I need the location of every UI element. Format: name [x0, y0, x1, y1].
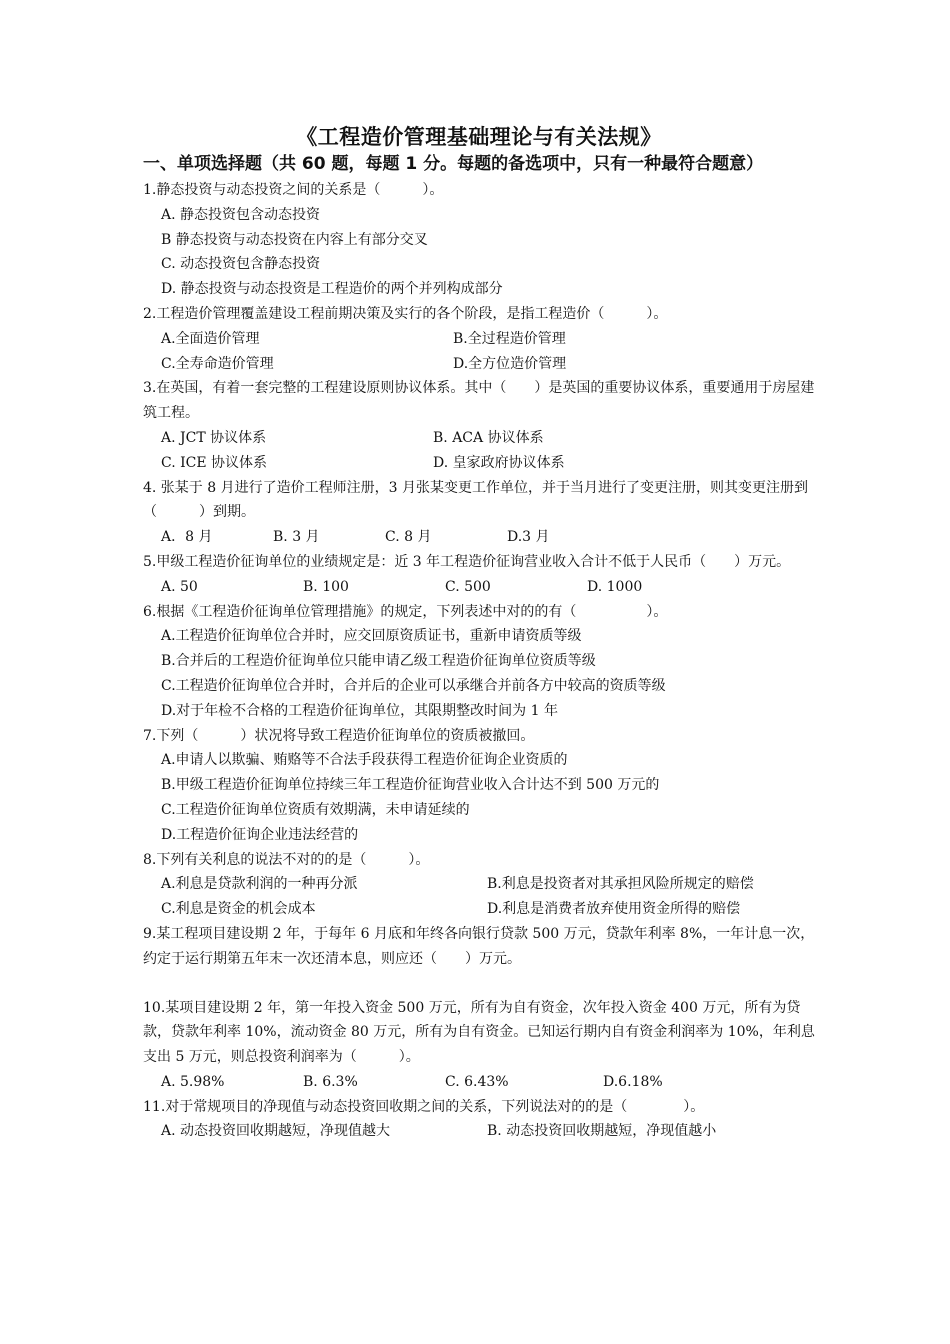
question-6-stem: 6.根据《工程造价征询单位管理措施》的规定，下列表述中对的的有（ ）。 — [143, 603, 668, 620]
question-1-option-b: B 静态投资与动态投资在内容上有部分交叉 — [161, 231, 428, 248]
question-1-option-d: D. 静态投资与动态投资是工程造价的两个并列构成部分 — [161, 281, 503, 298]
question-2-options-row-1 — [143, 327, 815, 352]
question-11-option-b: B. 动态投资回收期越短，净现值越小 — [487, 1123, 717, 1140]
question-9-stem: 9.某工程项目建设期 2 年，于每年 6 月底和年终各向银行贷款 500 万元，贷款年利率 8%，一年计息一次，约定于运行期第五年末一次还清本息，则应还（ ）万元。 — [143, 925, 815, 967]
question-4-option-b: B. 3 月 — [273, 529, 320, 546]
question-7-option-a: A.申请人以欺骗、贿赂等不合法手段获得工程造价征询企业资质的 — [161, 752, 568, 769]
question-10-option-c: C. 6.43% — [445, 1073, 509, 1090]
question-6-option-b: B.合并后的工程造价征询单位只能申请乙级工程造价征询单位资质等级 — [161, 653, 596, 670]
question-4-option-d: D.3 月 — [507, 529, 550, 546]
question-4-options — [143, 525, 815, 550]
question-10-options — [143, 1070, 815, 1095]
question-5-options — [143, 575, 815, 600]
question-3-options-row-2 — [143, 451, 815, 476]
question-5-option-a: A. 50 — [161, 578, 198, 595]
question-5-option-b: B. 100 — [303, 578, 349, 595]
question-5-stem: 5.甲级工程造价征询单位的业绩规定是：近 3 年工程造价征询营业收入合计不低于人民币（ ）万元。 — [143, 553, 791, 570]
question-8-stem: 8.下列有关利息的说法不对的的是（ ）。 — [143, 851, 430, 868]
question-3-option-c: C. ICE 协议体系 — [161, 454, 268, 471]
document-title: 《工程造价管理基础理论与有关法规》 — [296, 125, 662, 149]
question-11-stem: 11.对于常规项目的净现值与动态投资回收期之间的关系，下列说法对的的是（ ）。 — [143, 1098, 705, 1115]
question-5-option-c: C. 500 — [445, 578, 491, 595]
question-2-option-d: D.全方位造价管理 — [453, 355, 567, 372]
question-10-option-b: B. 6.3% — [303, 1073, 358, 1090]
question-7-stem: 7.下列（ ）状况将导致工程造价征询单位的资质被撤回。 — [143, 727, 535, 744]
question-8-option-c: C.利息是资金的机会成本 — [161, 901, 316, 918]
question-7-option-b: B.甲级工程造价征询单位持续三年工程造价征询营业收入合计达不到 500 万元的 — [161, 777, 660, 794]
question-8-options-row-1 — [143, 872, 815, 897]
question-4-stem: 4. 张某于 8 月进行了造价工程师注册，3 月张某变更工作单位，并于当月进行了变更注册，则其变更注册到（ ）到期。 — [143, 479, 808, 521]
question-2-stem: 2.工程造价管理覆盖建设工程前期决策及实行的各个阶段，是指工程造价（ ）。 — [143, 305, 668, 322]
question-8-option-b: B.利息是投资者对其承担风险所规定的赔偿 — [487, 876, 754, 893]
question-3-option-b: B. ACA 协议体系 — [433, 429, 544, 446]
question-6-option-c: C.工程造价征询单位合并时，合并后的企业可以承继合并前各方中较高的资质等级 — [161, 677, 666, 694]
question-2-option-a: A.全面造价管理 — [161, 330, 260, 347]
section-heading: 一、单项选择题（共 60 题，每题 1 分。每题的备选项中，只有一种最符合题意） — [143, 154, 764, 174]
question-3-option-d: D. 皇家政府协议体系 — [433, 454, 565, 471]
question-4-option-c: C. 8 月 — [385, 529, 432, 546]
question-6-option-a: A.工程造价征询单位合并时，应交回原资质证书，重新申请资质等级 — [161, 628, 582, 645]
question-11-options-row-1 — [143, 1119, 815, 1144]
question-8-option-a: A.利息是贷款利润的一种再分派 — [161, 876, 358, 893]
question-5-option-d: D. 1000 — [587, 578, 643, 595]
question-4-option-a: A．8 月 — [161, 529, 213, 546]
question-2-option-c: C.全寿命造价管理 — [161, 355, 274, 372]
question-10-option-a: A. 5.98% — [161, 1073, 225, 1090]
question-3-options-row-1 — [143, 426, 815, 451]
question-8-option-d: D.利息是消费者放弃使用资金所得的赔偿 — [487, 901, 741, 918]
question-10-option-d: D.6.18% — [603, 1073, 663, 1090]
question-7-option-d: D.工程造价征询企业违法经营的 — [161, 826, 359, 843]
question-7-option-c: C.工程造价征询单位资质有效期满，未申请延续的 — [161, 801, 470, 818]
question-1-stem: 1.静态投资与动态投资之间的关系是（ ）。 — [143, 182, 444, 198]
document-page — [143, 124, 815, 1144]
question-3-stem: 3.在英国，有着一套完整的工程建设原则协议体系。其中（ ）是英国的重要协议体系，重要通用于房屋建筑工程。 — [143, 380, 815, 422]
question-1-option-a: A. 静态投资包含动态投资 — [161, 206, 321, 223]
question-2-option-b: B.全过程造价管理 — [453, 330, 566, 347]
blank-line — [143, 972, 815, 996]
question-11-option-a: A. 动态投资回收期越短，净现值越大 — [161, 1123, 391, 1140]
question-6-option-d: D.对于年检不合格的工程造价征询单位，其限期整改时间为 1 年 — [161, 702, 558, 719]
question-8-options-row-2 — [143, 897, 815, 922]
question-1-option-c: C. 动态投资包含静态投资 — [161, 256, 321, 273]
question-3-option-a: A. JCT 协议体系 — [161, 429, 267, 446]
question-10-stem: 10.某项目建设期 2 年，第一年投入资金 500 万元，所有为自有资金，次年投入资金 400 万元，所有为贷款，贷款年利率 10%，流动资金 80 万元，所有为自有资金。已知运行期内自有资金利润率为 10%，年利息支出 5 万元，则总投资利润率为（ ）。 — [143, 999, 815, 1066]
question-2-options-row-2 — [143, 352, 815, 377]
